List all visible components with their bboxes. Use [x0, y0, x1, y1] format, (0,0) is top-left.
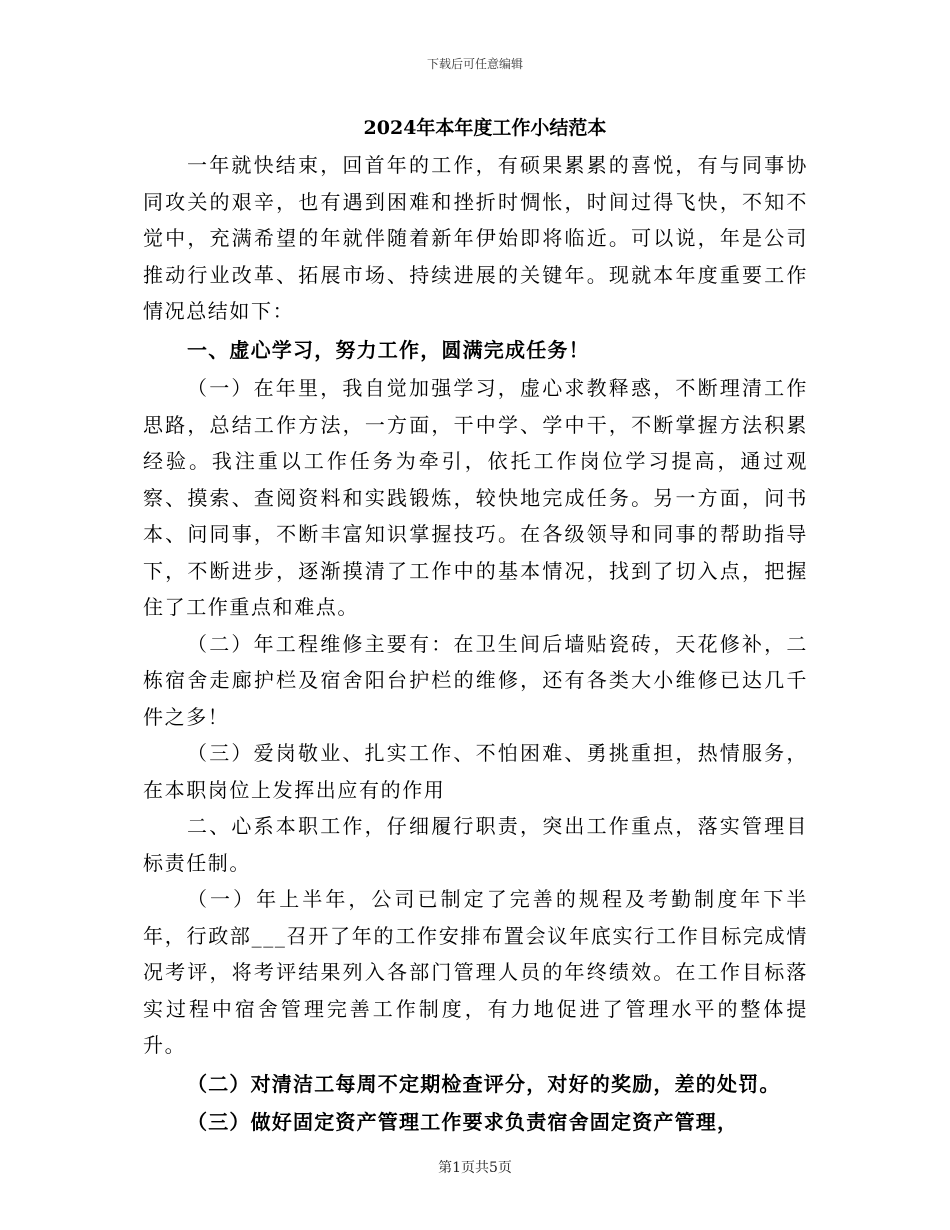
document-title: 2024年本年度工作小结范本: [363, 117, 607, 139]
paragraph-2-3: （三）做好固定资产管理工作要求负责宿舍固定资产管理，: [187, 1110, 739, 1134]
section-heading-1: 一、虚心学习，努力工作，圆满完成任务！: [187, 337, 590, 362]
paragraph-intro: 一年就快结束，回首年的工作，有硕果累累的喜悦，有与同事协同攻关的艰辛，也有遇到困难和挫折时惆怅，时间过得飞快，不知不觉中，充满希望的年就伴随着新年伊始即将临近。可以说，年是公司推动行业改革、拓展市场、持续进展的关键年。现就本年度重要工作情况总结如下：: [143, 153, 808, 323]
paragraph-2-2: （二）对清洁工每周不定期检查评分，对好的奖励，差的处罚。: [187, 1071, 781, 1096]
document-body: [143, 147, 808, 1143]
paragraph-1-2: （二）年工程维修主要有：在卫生间后墙贴瓷砖，天花修补，二栋宿舍走廊护栏及宿舍阳台护栏的维修，还有各类大小维修已达几千件之多！: [143, 631, 808, 729]
section-heading-2: 二、心系本职工作，仔细履行职责，突出工作重点，落实管理目标责任制。: [143, 814, 808, 875]
page-number-footer: 第1页共5页: [438, 1160, 512, 1176]
paragraph-1-1: （一）在年里，我自觉加强学习，虚心求教释惑，不断理清工作思路，总结工作方法，一方面，干中学、学中干，不断掌握方法积累经验。我注重以工作任务为牵引，依托工作岗位学习提高，通过观察、摸索、查阅资料和实践锻炼，较快地完成任务。另一方面，问书本、问同事，不断丰富知识掌握技巧。在各级领导和同事的帮助指导下，不断进步，逐渐摸清了工作中的基本情况，找到了切入点，把握住了工作重点和难点。: [143, 376, 808, 619]
paragraph-1-3: （三）爱岗敬业、扎实工作、不怕困难、勇挑重担，热情服务，在本职岗位上发挥出应有的作用: [143, 741, 808, 802]
page-header-note: 下载后可任意编辑: [426, 57, 523, 71]
paragraph-2-1: （一）年上半年，公司已制定了完善的规程及考勤制度年下半年，行政部___召开了年的工作安排布置会议年底实行工作目标完成情况考评，将考评结果列入各部门管理人员的年终绩效。在工作目标落实过程中宿舍管理完善工作制度，有力地促进了管理水平的整体提升。: [143, 887, 808, 1057]
